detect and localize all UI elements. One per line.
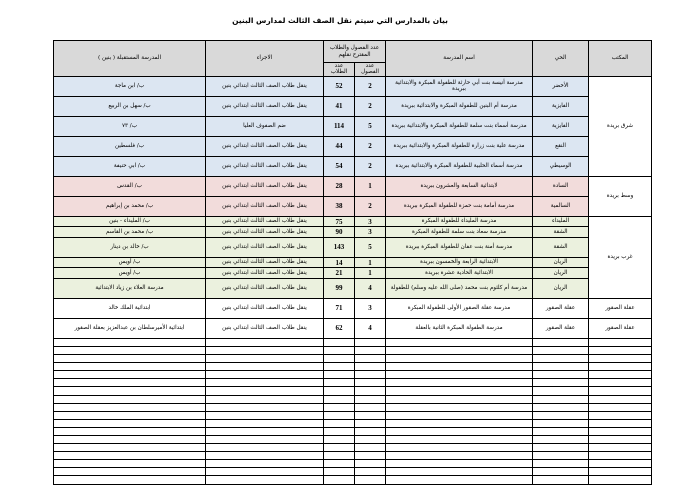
classes-cell: 2	[355, 96, 386, 116]
empty-cell	[54, 476, 206, 484]
empty-row	[54, 363, 652, 371]
empty-cell	[589, 363, 652, 371]
empty-cell	[589, 460, 652, 468]
empty-cell	[324, 444, 355, 452]
empty-cell	[386, 363, 533, 371]
empty-cell	[533, 460, 589, 468]
action-cell: ينقل طلاب الصف الثالث ابتدائي بنين	[206, 278, 324, 298]
header-classes-group: عدد الفصول والطلاب المقترح نقلهم	[324, 41, 386, 63]
empty-cell	[54, 419, 206, 427]
empty-cell	[324, 355, 355, 363]
target-school-cell: ب/ ابي حنيفة	[54, 156, 206, 176]
classes-cell: 2	[355, 136, 386, 156]
classes-cell: 4	[355, 278, 386, 298]
empty-cell	[206, 338, 324, 346]
target-school-cell: ب/ أويس	[54, 257, 206, 268]
action-cell: ينقل طلاب الصف الثالث ابتدائي بنين	[206, 318, 324, 338]
district-cell: المليداء	[533, 216, 589, 227]
empty-row	[54, 395, 652, 403]
classes-cell: 4	[355, 318, 386, 338]
header-school: اسم المدرسة	[386, 41, 533, 77]
table-row	[54, 227, 652, 238]
empty-cell	[533, 395, 589, 403]
empty-cell	[589, 379, 652, 387]
empty-cell	[54, 435, 206, 443]
empty-cell	[355, 411, 386, 419]
empty-cell	[533, 468, 589, 476]
action-cell: ينقل طلاب الصف الثالث ابتدائي بنين	[206, 176, 324, 196]
empty-cell	[355, 371, 386, 379]
target-school-cell: ابتدائية الأميرسلطان بن عبدالعزيز بعقلة الصقور	[54, 318, 206, 338]
empty-cell	[355, 363, 386, 371]
students-cell: 38	[324, 196, 355, 216]
office-cell: وسط بريدة	[589, 176, 652, 216]
action-cell: ينقل طلاب الصف الثالث ابتدائي بنين	[206, 196, 324, 216]
table-row	[54, 237, 652, 257]
table-row	[54, 298, 652, 318]
empty-cell	[324, 387, 355, 395]
transfer-table-container	[53, 40, 651, 485]
empty-cell	[386, 338, 533, 346]
empty-cell	[355, 460, 386, 468]
district-cell: الريان	[533, 257, 589, 268]
empty-cell	[386, 387, 533, 395]
school-cell: مدرسة المليداء للطفولة المبكرة	[386, 216, 533, 227]
district-cell: الأخضر	[533, 76, 589, 96]
students-cell: 114	[324, 116, 355, 136]
classes-cell: 1	[355, 176, 386, 196]
empty-cell	[533, 387, 589, 395]
empty-cell	[324, 379, 355, 387]
empty-cell	[355, 387, 386, 395]
empty-cell	[386, 476, 533, 484]
target-school-cell: ب/ ٧٣	[54, 116, 206, 136]
district-cell: الريان	[533, 278, 589, 298]
table-row	[54, 96, 652, 116]
empty-cell	[386, 379, 533, 387]
header-classes-count: عدد الفصول	[355, 63, 386, 77]
district-cell: السادة	[533, 176, 589, 196]
empty-cell	[206, 419, 324, 427]
empty-cell	[533, 411, 589, 419]
empty-cell	[54, 387, 206, 395]
action-cell: ينقل طلاب الصف الثالث ابتدائي بنين	[206, 76, 324, 96]
district-cell: الفايزية	[533, 116, 589, 136]
action-cell: ينقل طلاب الصف الثالث ابتدائي بنين	[206, 156, 324, 176]
empty-cell	[355, 379, 386, 387]
empty-cell	[386, 468, 533, 476]
action-cell: ينقل طلاب الصف الثالث ابتدائي بنين	[206, 268, 324, 279]
target-school-cell: ب/ المليداء - بنين	[54, 216, 206, 227]
empty-cell	[386, 435, 533, 443]
students-cell: 75	[324, 216, 355, 227]
table-row	[54, 156, 652, 176]
empty-cell	[533, 363, 589, 371]
empty-cell	[54, 338, 206, 346]
empty-cell	[589, 411, 652, 419]
empty-row	[54, 419, 652, 427]
students-cell: 143	[324, 237, 355, 257]
empty-cell	[324, 411, 355, 419]
district-cell: النقع	[533, 136, 589, 156]
empty-cell	[533, 444, 589, 452]
empty-cell	[206, 460, 324, 468]
district-cell: الريان	[533, 268, 589, 279]
empty-cell	[386, 355, 533, 363]
empty-cell	[589, 468, 652, 476]
school-cell: مدرسة أم البنين للطفولة المبكرة والابتدائية ببريدة	[386, 96, 533, 116]
students-cell: 28	[324, 176, 355, 196]
empty-cell	[324, 435, 355, 443]
school-cell: مدرسة علية بنت زرارة للطفولة المبكرة والابتدائية ببريدة	[386, 136, 533, 156]
district-cell: الشقة	[533, 227, 589, 238]
classes-cell: 5	[355, 237, 386, 257]
empty-cell	[206, 371, 324, 379]
table-row	[54, 257, 652, 268]
empty-cell	[206, 346, 324, 354]
office-cell: شرق بريدة	[589, 76, 652, 176]
empty-cell	[324, 427, 355, 435]
action-cell: ضم الصفوف العليا	[206, 116, 324, 136]
empty-cell	[355, 476, 386, 484]
school-cell: مدرسة أمنة بنت عفان للطفولة المبكرة ببريدة	[386, 237, 533, 257]
table-row	[54, 278, 652, 298]
target-school-cell: ابتدائية الملك خالد	[54, 298, 206, 318]
school-cell: الابتدائية الحادية عشرة ببريدة	[386, 268, 533, 279]
table-row	[54, 176, 652, 196]
empty-cell	[533, 371, 589, 379]
action-cell: ينقل طلاب الصف الثالث ابتدائي بنين	[206, 237, 324, 257]
target-school-cell: ب/ القدس	[54, 176, 206, 196]
target-school-cell: ب/ محمد بن إبراهيم	[54, 196, 206, 216]
empty-cell	[54, 379, 206, 387]
transfer-table	[53, 40, 652, 485]
empty-cell	[386, 403, 533, 411]
empty-cell	[324, 371, 355, 379]
empty-cell	[206, 476, 324, 484]
empty-cell	[533, 476, 589, 484]
students-cell: 41	[324, 96, 355, 116]
empty-cell	[533, 403, 589, 411]
empty-cell	[589, 387, 652, 395]
empty-rows	[54, 338, 652, 484]
school-cell: مدرسة عقلة الصقور الأولى للطفولة المبكرة	[386, 298, 533, 318]
empty-row	[54, 387, 652, 395]
empty-cell	[54, 444, 206, 452]
empty-cell	[533, 419, 589, 427]
empty-cell	[54, 371, 206, 379]
students-cell: 90	[324, 227, 355, 238]
table-row	[54, 318, 652, 338]
empty-cell	[206, 435, 324, 443]
district-cell: الشقة	[533, 237, 589, 257]
empty-cell	[355, 346, 386, 354]
empty-cell	[54, 427, 206, 435]
empty-cell	[54, 403, 206, 411]
empty-cell	[386, 371, 533, 379]
empty-cell	[206, 444, 324, 452]
school-cell: مدرسة أم كلثوم بنت محمد (صلى الله عليه وسلم) للطفولة	[386, 278, 533, 298]
students-cell: 99	[324, 278, 355, 298]
classes-cell: 5	[355, 116, 386, 136]
empty-cell	[533, 427, 589, 435]
table-row	[54, 116, 652, 136]
empty-cell	[533, 346, 589, 354]
students-cell: 54	[324, 156, 355, 176]
page-title: بيان بالمدارس التي سيتم نقل الصف الثالث لمدارس البنين	[232, 16, 448, 25]
classes-cell: 3	[355, 298, 386, 318]
empty-cell	[589, 355, 652, 363]
empty-cell	[54, 411, 206, 419]
empty-cell	[589, 371, 652, 379]
empty-cell	[386, 452, 533, 460]
empty-cell	[589, 338, 652, 346]
empty-cell	[355, 452, 386, 460]
school-cell: مدرسة أسماء الحلبية للطفولة المبكرة والابتدائية ببريدة	[386, 156, 533, 176]
empty-cell	[324, 460, 355, 468]
empty-cell	[355, 468, 386, 476]
empty-cell	[386, 411, 533, 419]
district-cell: الفايزية	[533, 96, 589, 116]
empty-cell	[355, 444, 386, 452]
empty-row	[54, 468, 652, 476]
header-office: المكتب	[589, 41, 652, 77]
school-cell: مدرسة أنيسة بنت أبي حارثة للطفولة المبكرة والابتدائية ببريدة	[386, 76, 533, 96]
empty-cell	[54, 468, 206, 476]
empty-cell	[386, 444, 533, 452]
empty-cell	[533, 435, 589, 443]
empty-row	[54, 435, 652, 443]
empty-cell	[386, 460, 533, 468]
empty-cell	[589, 444, 652, 452]
students-cell: 44	[324, 136, 355, 156]
empty-cell	[324, 452, 355, 460]
empty-cell	[355, 338, 386, 346]
target-school-cell: مدرسة العلاء بن زياد الابتدائية	[54, 278, 206, 298]
empty-row	[54, 476, 652, 484]
school-cell: مدرسة أسماء بنت سلمة للطفولة المبكرة والابتدائية ببريدة	[386, 116, 533, 136]
students-cell: 14	[324, 257, 355, 268]
district-cell: عقلة الصقور	[533, 318, 589, 338]
empty-cell	[54, 355, 206, 363]
empty-row	[54, 346, 652, 354]
empty-cell	[54, 460, 206, 468]
empty-cell	[206, 468, 324, 476]
empty-cell	[355, 355, 386, 363]
header-action: الاجراء	[206, 41, 324, 77]
target-school-cell: ب/ محمد بن القاسم	[54, 227, 206, 238]
office-cell: عقلة الصقور	[589, 298, 652, 318]
empty-cell	[206, 379, 324, 387]
empty-cell	[589, 427, 652, 435]
empty-cell	[386, 427, 533, 435]
empty-cell	[589, 476, 652, 484]
district-cell: الوسيطي	[533, 156, 589, 176]
empty-row	[54, 460, 652, 468]
empty-cell	[324, 476, 355, 484]
empty-cell	[206, 411, 324, 419]
empty-row	[54, 338, 652, 346]
empty-cell	[533, 452, 589, 460]
empty-cell	[324, 395, 355, 403]
empty-cell	[386, 419, 533, 427]
empty-cell	[386, 395, 533, 403]
empty-cell	[206, 395, 324, 403]
classes-cell: 2	[355, 76, 386, 96]
empty-row	[54, 427, 652, 435]
empty-cell	[355, 403, 386, 411]
action-cell: ينقل طلاب الصف الثالث ابتدائي بنين	[206, 298, 324, 318]
action-cell: ينقل طلاب الصف الثالث ابتدائي بنين	[206, 257, 324, 268]
target-school-cell: ب/ سهل بن الربيع	[54, 96, 206, 116]
classes-cell: 1	[355, 268, 386, 279]
empty-cell	[589, 452, 652, 460]
empty-row	[54, 379, 652, 387]
empty-cell	[206, 363, 324, 371]
empty-cell	[324, 338, 355, 346]
empty-cell	[324, 403, 355, 411]
school-cell: الابتدائية الرابعة والخمسون ببريدة	[386, 257, 533, 268]
empty-cell	[589, 395, 652, 403]
students-cell: 21	[324, 268, 355, 279]
empty-cell	[54, 452, 206, 460]
action-cell: ينقل طلاب الصف الثالث ابتدائي بنين	[206, 216, 324, 227]
empty-cell	[54, 395, 206, 403]
action-cell: ينقل طلاب الصف الثالث ابتدائي بنين	[206, 136, 324, 156]
header-district: الحي	[533, 41, 589, 77]
empty-cell	[324, 468, 355, 476]
empty-cell	[206, 387, 324, 395]
action-cell: ينقل طلاب الصف الثالث ابتدائي بنين	[206, 96, 324, 116]
header-target-school: المدرسة المستقبلة ( بنين )	[54, 41, 206, 77]
empty-cell	[54, 346, 206, 354]
empty-cell	[206, 452, 324, 460]
empty-cell	[589, 403, 652, 411]
table-row	[54, 216, 652, 227]
empty-cell	[206, 355, 324, 363]
empty-row	[54, 403, 652, 411]
table-row	[54, 268, 652, 279]
empty-row	[54, 355, 652, 363]
empty-row	[54, 411, 652, 419]
school-cell: مدرسة الطفولة المبكرة الثانية بالعقلة	[386, 318, 533, 338]
empty-cell	[533, 355, 589, 363]
empty-cell	[206, 403, 324, 411]
empty-cell	[386, 346, 533, 354]
empty-cell	[54, 363, 206, 371]
empty-cell	[355, 427, 386, 435]
table-row	[54, 196, 652, 216]
school-cell: لابتدائية السابعة والعشرون ببريدة	[386, 176, 533, 196]
table-row	[54, 136, 652, 156]
header-students-count: عدد الطلاب	[324, 63, 355, 77]
students-cell: 52	[324, 76, 355, 96]
target-school-cell: ب/ فلسطين	[54, 136, 206, 156]
empty-cell	[355, 419, 386, 427]
target-school-cell: ب/ ابن ماجة	[54, 76, 206, 96]
empty-cell	[533, 379, 589, 387]
office-cell: غرب بريدة	[589, 216, 652, 298]
school-cell: مدرسة أمامة بنت حمزة للطفولة المبكرة ببريدة	[386, 196, 533, 216]
table-row	[54, 76, 652, 96]
empty-cell	[206, 427, 324, 435]
classes-cell: 3	[355, 227, 386, 238]
empty-row	[54, 371, 652, 379]
empty-cell	[324, 346, 355, 354]
school-cell: مدرسة سعاد بنت سلمة للطفولة المبكرة	[386, 227, 533, 238]
district-cell: عقلة الصقور	[533, 298, 589, 318]
action-cell: ينقل طلاب الصف الثالث ابتدائي بنين	[206, 227, 324, 238]
empty-row	[54, 444, 652, 452]
empty-cell	[324, 419, 355, 427]
empty-cell	[533, 338, 589, 346]
empty-cell	[589, 419, 652, 427]
classes-cell: 2	[355, 196, 386, 216]
empty-row	[54, 452, 652, 460]
classes-cell: 1	[355, 257, 386, 268]
classes-cell: 2	[355, 156, 386, 176]
office-cell: عقلة الصقور	[589, 318, 652, 338]
classes-cell: 3	[355, 216, 386, 227]
students-cell: 62	[324, 318, 355, 338]
empty-cell	[355, 395, 386, 403]
target-school-cell: ب/ خالد بن دينار	[54, 237, 206, 257]
district-cell: السالمية	[533, 196, 589, 216]
students-cell: 71	[324, 298, 355, 318]
empty-cell	[324, 363, 355, 371]
empty-cell	[589, 346, 652, 354]
empty-cell	[355, 435, 386, 443]
empty-cell	[589, 435, 652, 443]
target-school-cell: ب/ أويس	[54, 268, 206, 279]
